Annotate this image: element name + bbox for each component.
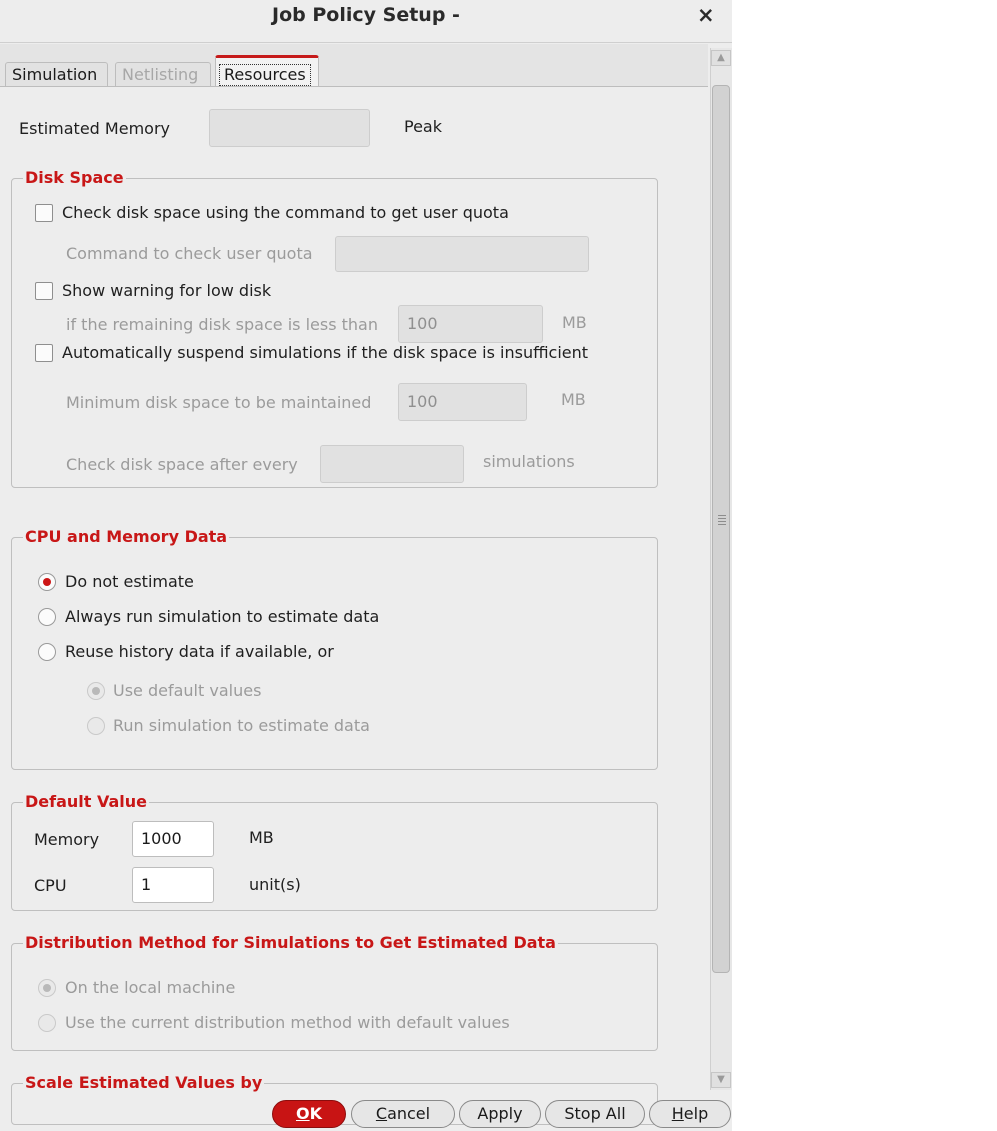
always-run-label: Always run simulation to estimate data (65, 607, 380, 626)
check-quota-label: Check disk space using the command to get user quota (62, 203, 509, 222)
do-not-estimate-radio[interactable] (38, 573, 56, 591)
stop-all-button[interactable]: Stop All (545, 1100, 645, 1128)
cpu-memory-title: CPU and Memory Data (25, 527, 228, 546)
current-distribution-label: Use the current distribution method with default values (65, 1013, 510, 1032)
low-disk-warning-label: Show warning for low disk (62, 281, 272, 300)
scroll-up-icon[interactable]: ▲ (711, 50, 731, 66)
default-value-group (11, 802, 658, 911)
check-every-label: Check disk space after every (66, 455, 298, 474)
use-default-values-label: Use default values (113, 681, 262, 700)
estimated-memory-field[interactable] (209, 109, 370, 147)
apply-button[interactable]: Apply (459, 1100, 541, 1128)
help-label-rest: elp (683, 1104, 709, 1123)
minimum-space-label: Minimum disk space to be maintained (66, 393, 372, 412)
cancel-mnemonic: C (375, 1104, 388, 1123)
estimated-memory-peak-label: Peak (404, 117, 442, 136)
run-simulation-estimate-radio[interactable] (87, 717, 105, 735)
cpu-unit: unit(s) (249, 875, 301, 894)
minimum-space-unit: MB (561, 390, 586, 409)
low-disk-warning-checkbox[interactable] (35, 282, 53, 300)
help-button[interactable] (649, 1100, 731, 1128)
tab-netlisting[interactable]: Netlisting (115, 62, 211, 86)
ok-button[interactable] (272, 1100, 346, 1128)
default-value-title: Default Value (25, 792, 148, 811)
auto-suspend-label: Automatically suspend simulations if the disk space is insufficient (62, 343, 589, 362)
reuse-history-label: Reuse history data if available, or (65, 642, 334, 661)
always-run-radio[interactable] (38, 608, 56, 626)
ok-label-rest: K (309, 1104, 322, 1123)
cancel-label-rest: ancel (387, 1104, 431, 1123)
scrollbar-grip-icon (718, 515, 726, 527)
use-default-values-radio[interactable] (87, 682, 105, 700)
remaining-space-unit: MB (562, 313, 587, 332)
run-simulation-estimate-label: Run simulation to estimate data (113, 716, 370, 735)
local-machine-radio[interactable] (38, 979, 56, 997)
disk-space-title: Disk Space (25, 168, 124, 187)
local-machine-label: On the local machine (65, 978, 236, 997)
quota-command-field[interactable] (335, 236, 589, 272)
distribution-method-group (11, 943, 658, 1051)
reuse-history-radio[interactable] (38, 643, 56, 661)
scrollbar-thumb[interactable] (712, 85, 730, 973)
memory-field[interactable]: 1000 (132, 821, 214, 857)
current-distribution-radio[interactable] (38, 1014, 56, 1032)
scroll-down-icon[interactable]: ▼ (711, 1072, 731, 1088)
check-every-unit: simulations (483, 452, 575, 471)
quota-command-label: Command to check user quota (66, 244, 313, 263)
auto-suspend-checkbox[interactable] (35, 344, 53, 362)
estimated-memory-label: Estimated Memory (19, 119, 170, 138)
cpu-field[interactable]: 1 (132, 867, 214, 903)
check-every-field[interactable] (320, 445, 464, 483)
scale-title: Scale Estimated Values by (25, 1073, 263, 1092)
window-title: Job Policy Setup - (272, 4, 460, 26)
cpu-label: CPU (34, 876, 67, 895)
minimum-space-field[interactable]: 100 (398, 383, 527, 421)
cancel-button[interactable] (351, 1100, 455, 1128)
do-not-estimate-label: Do not estimate (65, 572, 194, 591)
remaining-space-field[interactable]: 100 (398, 305, 543, 343)
close-icon[interactable]: × (697, 3, 715, 27)
tab-resources[interactable] (215, 55, 319, 87)
check-quota-checkbox[interactable] (35, 204, 53, 222)
ok-mnemonic: O (295, 1104, 310, 1123)
tab-resources-label: Resources (219, 64, 311, 86)
tab-simulation[interactable]: Simulation (5, 62, 108, 86)
remaining-space-label: if the remaining disk space is less than (66, 315, 378, 334)
memory-label: Memory (34, 830, 100, 849)
memory-unit: MB (249, 828, 274, 847)
distribution-method-title: Distribution Method for Simulations to Get Estimated Data (25, 933, 556, 952)
help-mnemonic: H (671, 1104, 684, 1123)
